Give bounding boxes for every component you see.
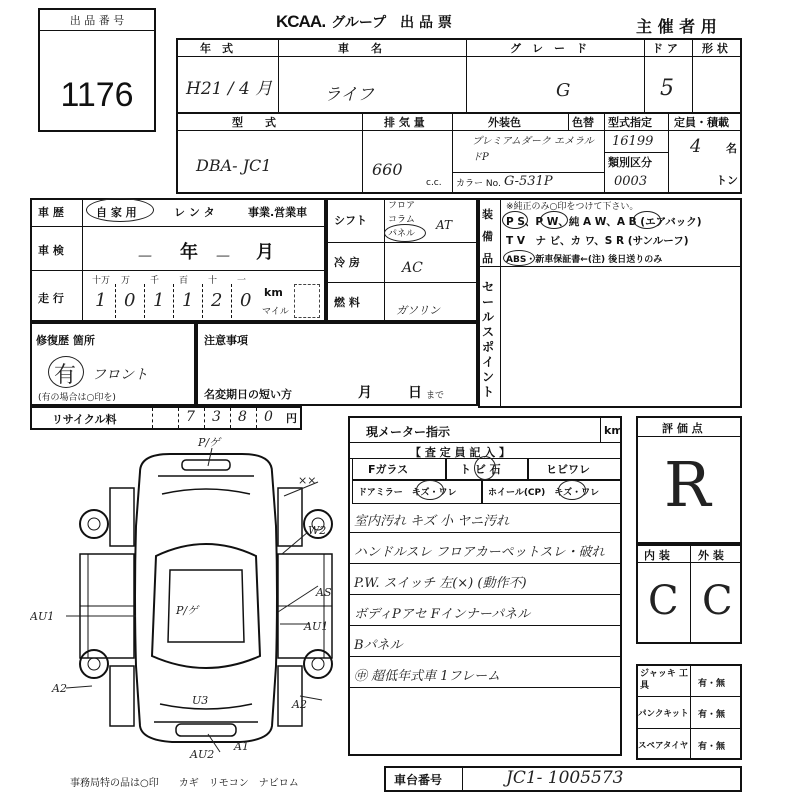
displacement-label: 排 気 量: [384, 116, 425, 129]
mileage-digit: 1: [95, 290, 107, 311]
equip-circle-ps: [502, 211, 528, 229]
shape-label: 形 状: [702, 42, 728, 55]
mirror-circle: [416, 480, 444, 500]
model-value: DBA- JC1: [196, 156, 272, 175]
class-value: 0003: [614, 174, 648, 189]
lot-number-label: 出 品 番 号: [69, 14, 125, 27]
shift-label: シフト: [334, 214, 367, 227]
rear-plate: [176, 724, 236, 736]
year-value: H21 / 4 月: [186, 79, 273, 99]
recycle-yen: 円: [286, 412, 297, 425]
meter-label: 現メーター指示: [366, 425, 451, 439]
jack-yes-no: 有・無: [698, 679, 726, 689]
crack-label: ヒビワレ: [546, 463, 590, 476]
remark-line: ハンドルスレ フロアカーペットスレ・破れ: [354, 545, 605, 560]
mileage-place-label: 万: [121, 276, 131, 286]
car-cabin: [152, 544, 260, 668]
short-date-suffix: まで: [426, 391, 445, 401]
remark-line: Bパネル: [354, 638, 403, 653]
damage-mark-roof: P/ゲ: [176, 604, 199, 617]
mile-label: マイル: [262, 307, 289, 317]
equipment-line3: ABS・新車保証書←(注) 後日送りのみ: [506, 255, 663, 265]
brand-suffix: . グループ 出 品 票: [321, 15, 452, 31]
exterior-value: C: [702, 578, 733, 624]
sales-point-label: セールスポイント: [482, 280, 495, 399]
year-label: 年 式: [200, 42, 233, 55]
mileage-place-label: 一: [237, 276, 247, 286]
recycle-digit: 0: [264, 409, 273, 425]
private-use-label: 自 家 用: [96, 206, 137, 219]
grade-label: 評 価 点: [662, 422, 703, 435]
damage-mark-as: AS: [316, 586, 332, 599]
mileage-digit: 1: [182, 290, 194, 311]
glass-label: Fガラス: [368, 463, 409, 476]
exterior-label: 外 装: [698, 549, 724, 562]
wheel-front-left: [80, 510, 108, 538]
type-spec-label: 型式指定: [608, 116, 652, 129]
short-date-label: 名変期日の短い方: [204, 388, 292, 401]
inspection-label: 車 検: [38, 244, 64, 257]
capacity-label: 定員・積載: [674, 116, 729, 129]
mileage-digit: 0: [124, 290, 136, 311]
remark-line: P.W. スイッチ 左(×) (動作不): [354, 576, 527, 591]
mileage-label: 走 行: [38, 292, 64, 305]
history-label: 車 歴: [38, 206, 64, 219]
short-date-month: 月: [358, 385, 372, 401]
mileage-place-label: 千: [150, 276, 160, 286]
puncture-label: パンクキット: [638, 709, 689, 719]
shift-value: AT: [436, 218, 453, 232]
brand-title: [276, 12, 452, 32]
mileage-place-label: 百: [179, 276, 189, 286]
remark-line: ボディPアセ Fインナーパネル: [354, 607, 531, 622]
damage-mark-top: P/ゲ: [198, 436, 221, 449]
repair-label: 修復歴 箇所: [36, 334, 95, 347]
owner-label: 主 催 者 用: [636, 17, 717, 36]
repair-circle: [48, 356, 84, 388]
damage-mark-xx: ××: [298, 474, 317, 487]
repair-location: フロント: [92, 367, 148, 383]
repair-note: (有の場合は○印を): [38, 393, 116, 403]
recycle-digit: 3: [212, 409, 221, 425]
color-no-label: カラー No.: [456, 179, 501, 189]
lot-number-value: 1176: [60, 76, 134, 114]
remark-line: 室内汚れ キズ 小 ヤニ汚れ: [354, 514, 510, 529]
wheel-rear-right: [304, 650, 332, 678]
equipment-label: 装 備 品: [482, 208, 493, 265]
damage-mark-w2: W2: [308, 524, 327, 537]
damage-mark-a2-left: A2: [52, 682, 67, 695]
wheel-label: ホイール(CP) キズ・ワレ: [488, 488, 600, 498]
recycle-digit: 7: [186, 409, 195, 425]
car-name-label: 車 名: [338, 42, 382, 55]
class-label: 類別区分: [608, 156, 652, 169]
remark-line: ㊥ 超低年式車 1フレーム: [354, 669, 501, 684]
chassis-value: JC1- 1005573: [506, 768, 624, 788]
inspection-year-unit: 年: [180, 242, 198, 263]
mileage-digit: 1: [153, 290, 165, 311]
short-date-day: 日: [408, 385, 422, 401]
km-label: km: [264, 286, 283, 299]
inspector-label: 【 査 定 員 記 入 】: [410, 446, 510, 459]
grade-label: グ レ ー ド: [510, 42, 587, 55]
aircon-label: 冷 房: [334, 256, 360, 269]
cc-unit: c.c.: [426, 178, 442, 188]
model-label: 型 式: [232, 116, 276, 129]
shift-panel-label: パネル: [388, 229, 416, 239]
displacement-value: 660: [372, 160, 403, 179]
equip-circle-ab: [633, 211, 661, 229]
spare-label: スペアタイヤ: [638, 741, 689, 751]
damage-mark-a2-right: A2: [292, 698, 307, 711]
aircon-value: AC: [402, 260, 423, 276]
car-name-value: ライフ: [324, 85, 374, 105]
equipment-line2: T V ナ ビ、カ ワ、S R (サンルーフ): [506, 235, 689, 247]
door-value: 5: [660, 76, 674, 101]
car-diagram: [30, 436, 340, 766]
mileage-digit: 2: [211, 290, 223, 311]
spare-yes-no: 有・無: [698, 742, 726, 752]
interior-label: 内 装: [644, 549, 670, 562]
damage-mark-u3: U3: [192, 694, 209, 707]
puncture-yes-no: 有・無: [698, 710, 726, 720]
shift-floor-label: フロア: [388, 201, 416, 211]
business-label: 事業.営業車: [248, 206, 308, 219]
private-use-circle: [86, 198, 154, 222]
equip-circle-abs: [503, 250, 535, 266]
damage-mark-a1: A1: [234, 740, 249, 753]
lot-number-box: [38, 8, 156, 132]
damage-mark-au2: AU2: [190, 748, 215, 761]
rental-label: レ ン タ: [174, 206, 215, 219]
capacity-value: 4: [690, 136, 702, 157]
caution-label: 注意事項: [204, 334, 248, 347]
fuel-label: 燃 料: [334, 296, 360, 309]
tobi-label: ト ビ 石: [460, 463, 501, 476]
damage-mark-au1-right: AU1: [304, 620, 329, 633]
repair-value: 有: [54, 363, 77, 388]
recycle-label: リサイクル料: [52, 413, 117, 426]
brand-logo: KCAA: [276, 12, 322, 31]
equipment-line1: P S、P W、純 A W、A B (エアバック): [506, 216, 702, 228]
inspection-year: —: [138, 248, 152, 264]
inspection-month: —: [216, 248, 230, 264]
jack-label: ジャッキ 工 具: [640, 669, 697, 691]
damage-mark-au1-left: AU1: [30, 610, 55, 623]
grade-value: R: [664, 448, 711, 521]
capacity-unit-ton: トン: [716, 174, 738, 187]
mirror-label: ドアミラー キズ・ワレ: [358, 488, 457, 498]
mile-box: [294, 284, 320, 318]
grade-value: G: [556, 80, 571, 101]
equip-circle-pw: [540, 211, 568, 229]
fuel-value: ガソリン: [396, 304, 440, 317]
tobi-circle: [474, 456, 496, 480]
inspection-month-unit: 月: [256, 242, 274, 263]
capacity-unit-person: 名: [726, 142, 737, 155]
front-grille: [182, 460, 230, 470]
wheel-circle: [558, 480, 586, 500]
interior-value: C: [648, 578, 679, 624]
mileage-digit: 0: [240, 290, 252, 311]
meter-km: km: [604, 424, 623, 437]
mileage-place-label: 十: [208, 276, 218, 286]
office-note: 事務局特の品は○印 カギ リモコン ナビロム: [70, 778, 299, 789]
recycle-digit: 8: [238, 409, 247, 425]
door-label: ド ア: [652, 42, 678, 55]
wheel-rear-left: [80, 650, 108, 678]
exterior-color-label: 外装色: [488, 116, 521, 129]
exterior-color-value: プレミアムダーク エメラルドP: [472, 136, 594, 163]
type-spec-value: 16199: [612, 134, 654, 149]
equipment-table: [478, 198, 742, 408]
color-change-label: 色替: [572, 116, 594, 129]
color-no-value: G-531P: [504, 174, 553, 189]
shift-panel-circle: [384, 224, 426, 242]
equipment-note: ※純正のみ○印をつけて下さい。: [506, 202, 639, 212]
shift-column-label: コラム: [388, 215, 415, 225]
mileage-place-label: 十万: [92, 276, 111, 286]
chassis-label: 車台番号: [394, 773, 443, 787]
